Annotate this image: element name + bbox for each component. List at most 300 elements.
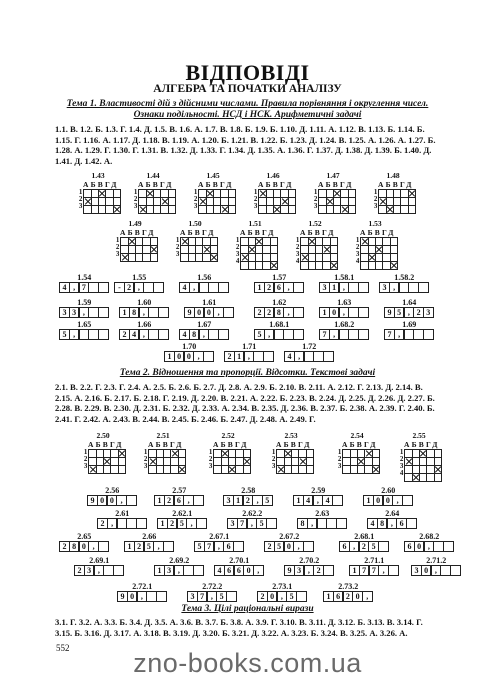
grid-cell bbox=[323, 262, 330, 270]
grid-row-number: 2 bbox=[399, 455, 404, 463]
box-cell: 2 bbox=[359, 541, 370, 552]
grid-row-number: 3 bbox=[193, 202, 198, 210]
box-cell: 3 bbox=[59, 307, 70, 318]
grid-cell-marked bbox=[103, 458, 110, 466]
grid-cell bbox=[291, 458, 298, 466]
box-label: 2.73.1 bbox=[272, 582, 293, 591]
box-cell: 2 bbox=[243, 495, 254, 506]
answer-box bbox=[60, 273, 109, 293]
grid-cell bbox=[106, 190, 113, 198]
box-label: 2.68.1 bbox=[354, 532, 375, 541]
grid-cell bbox=[243, 466, 250, 474]
match-grid bbox=[292, 219, 338, 270]
box-cell: 6 bbox=[396, 518, 407, 529]
grid-header: АБВГД bbox=[148, 440, 184, 449]
grid-header: АБВГД bbox=[198, 180, 234, 189]
box-cell: , bbox=[186, 518, 197, 529]
grid-cell bbox=[98, 206, 105, 214]
box-cell: , bbox=[294, 351, 305, 362]
box-cell: 3 bbox=[294, 565, 305, 576]
grid-label: 1.50 bbox=[188, 219, 202, 228]
box-label: 2.71.1 bbox=[364, 556, 385, 565]
box-label: 1.64 bbox=[402, 298, 417, 307]
box-cell bbox=[156, 591, 167, 602]
box-cell: , bbox=[139, 329, 150, 340]
grid-cell-marked bbox=[386, 206, 393, 214]
grid-cell bbox=[299, 466, 306, 474]
box-cell: 1 bbox=[154, 565, 165, 576]
grid-label: 1.52 bbox=[308, 219, 322, 228]
grid-cell bbox=[270, 246, 277, 254]
box-cell: 0 bbox=[352, 591, 363, 602]
grid-cell bbox=[206, 206, 213, 214]
grid-cell bbox=[84, 206, 91, 214]
grid-row-number: 2 bbox=[295, 243, 300, 251]
grid-cell bbox=[188, 238, 195, 246]
grid-cell bbox=[357, 466, 364, 474]
grid-row-number: 1 bbox=[175, 236, 180, 244]
box-cell bbox=[336, 518, 347, 529]
box-label: 2.61 bbox=[115, 509, 130, 518]
grid-cell bbox=[221, 466, 228, 474]
grid-cell bbox=[343, 450, 350, 458]
box-cell: 3 bbox=[223, 495, 234, 506]
grid-cell bbox=[221, 198, 228, 206]
grid-cell bbox=[343, 458, 350, 466]
box-cell: , bbox=[94, 565, 105, 576]
grid-cell bbox=[203, 238, 210, 246]
grid-cell bbox=[168, 206, 175, 214]
grid-row-number: 2 bbox=[313, 195, 318, 203]
grid-cell bbox=[163, 450, 170, 458]
grid-cell bbox=[143, 254, 150, 262]
grid-row-number: 3 bbox=[271, 462, 276, 470]
box-cell: 9 bbox=[384, 307, 395, 318]
match-grid bbox=[370, 171, 416, 214]
grid-row-number: 3 bbox=[235, 250, 240, 258]
box-cell: 8 bbox=[274, 307, 285, 318]
topic1-heading: Тема 1. Властивості дій з дійсними числами. Правила порівняння і округлення чисел. bbox=[66, 99, 429, 109]
grid-cell-marked bbox=[270, 262, 277, 270]
grid-cell bbox=[350, 466, 357, 474]
grid-cell bbox=[291, 466, 298, 474]
answer-box bbox=[158, 509, 207, 529]
answer-box bbox=[60, 298, 109, 318]
page-title: ВІДПОВІДІ bbox=[185, 60, 310, 85]
answer-box bbox=[165, 342, 214, 362]
grid-cell bbox=[156, 458, 163, 466]
grid-cell bbox=[308, 262, 315, 270]
grid-row-number: 1 bbox=[78, 188, 83, 196]
answer-box bbox=[120, 320, 169, 340]
grid-row-number: 3 bbox=[253, 202, 258, 210]
grid-table bbox=[120, 237, 158, 262]
grid-cell bbox=[434, 450, 441, 458]
answer-box bbox=[228, 509, 277, 529]
grid-cell-marked bbox=[361, 238, 368, 246]
box-cell: , bbox=[283, 307, 294, 318]
answer-box bbox=[255, 320, 304, 340]
grid-cell bbox=[330, 238, 337, 246]
box-cell: 7 bbox=[369, 565, 380, 576]
grid-cell-marked bbox=[379, 198, 386, 206]
grid-row-number: 1 bbox=[373, 188, 378, 196]
grid-cell bbox=[326, 190, 333, 198]
box-cell: 0 bbox=[284, 541, 295, 552]
grid-label: 1.44 bbox=[146, 171, 160, 180]
grid-row-number: 2 bbox=[193, 195, 198, 203]
grid-cell bbox=[393, 206, 400, 214]
box-cell: 0 bbox=[184, 351, 195, 362]
box-cell: 1 bbox=[164, 351, 175, 362]
grid-cell-marked bbox=[405, 458, 412, 466]
grid-cell bbox=[330, 254, 337, 262]
grid-cell bbox=[188, 246, 195, 254]
grid-cell bbox=[383, 254, 390, 262]
box-cell: , bbox=[214, 541, 225, 552]
box-cell: 3 bbox=[423, 307, 434, 318]
grid-cell bbox=[427, 474, 434, 482]
grid-cell bbox=[277, 450, 284, 458]
grid-cell bbox=[221, 190, 228, 198]
answer-box bbox=[412, 556, 461, 576]
grid-cell bbox=[315, 246, 322, 254]
grid-label: 1.47 bbox=[326, 171, 340, 180]
grid-cell bbox=[84, 190, 91, 198]
grid-cell bbox=[171, 466, 178, 474]
match-grid bbox=[112, 219, 158, 262]
grid-cell bbox=[91, 198, 98, 206]
box-cell: 5 bbox=[216, 591, 227, 602]
grid-row-number: 2 bbox=[355, 243, 360, 251]
box-label: 2.57 bbox=[172, 486, 187, 495]
grid-row-number: 1 bbox=[83, 448, 88, 456]
grid-cell-marked bbox=[206, 190, 213, 198]
grid-cell bbox=[150, 254, 157, 262]
grid-cell bbox=[266, 190, 273, 198]
grid-row-number: 1 bbox=[355, 236, 360, 244]
grid-cell bbox=[213, 198, 220, 206]
box-cell: , bbox=[116, 495, 127, 506]
box-label: 2.70.1 bbox=[229, 556, 250, 565]
grid-row-number: 3 bbox=[115, 250, 120, 258]
box-cell bbox=[223, 307, 234, 318]
answer-box bbox=[188, 582, 237, 602]
grid-cell bbox=[306, 466, 313, 474]
grid-row-number: 3 bbox=[337, 462, 342, 470]
grid-cell bbox=[330, 246, 337, 254]
box-cell: 0 bbox=[174, 351, 185, 362]
grid-cell bbox=[357, 450, 364, 458]
grid-cell bbox=[96, 466, 103, 474]
answer-line: 2.15. А. 2.16. Б. 2.17. Б. 2.18. Г. 2.19. Д. 2.20. В. 2.21. А. 2.22. Б. 2.23. В. 2.24. Д. 2.25. Д. 2.26. Д. 2.27. Б. bbox=[55, 392, 435, 403]
grid-header: АБВГД bbox=[360, 228, 396, 237]
box-cell: , bbox=[307, 518, 318, 529]
grid-label: 1.46 bbox=[266, 171, 280, 180]
box-cell: 7 bbox=[197, 591, 208, 602]
grid-cell bbox=[333, 206, 340, 214]
grid-row-number: 3 bbox=[399, 462, 404, 470]
answer-box bbox=[225, 342, 274, 362]
grid-cell-marked bbox=[199, 198, 206, 206]
grid-table bbox=[258, 189, 296, 214]
box-cell: 5 bbox=[256, 518, 267, 529]
grid-cell bbox=[156, 466, 163, 474]
box-cell: 1 bbox=[234, 351, 245, 362]
grid-cell bbox=[118, 466, 125, 474]
grid-cell-marked bbox=[259, 190, 266, 198]
grid-cell bbox=[221, 458, 228, 466]
grid-row-number: 4 bbox=[399, 469, 404, 477]
box-cell: 5 bbox=[394, 307, 405, 318]
box-label: 1.59 bbox=[77, 298, 92, 307]
box-cell bbox=[323, 565, 334, 576]
grid-cell bbox=[241, 262, 248, 270]
grid-cell-marked bbox=[113, 206, 120, 214]
grid-cell bbox=[315, 254, 322, 262]
box-cell: 5 bbox=[59, 329, 70, 340]
box-label: 2.69.2 bbox=[169, 556, 190, 565]
box-cell bbox=[443, 541, 454, 552]
grid-cell bbox=[121, 246, 128, 254]
box-label: 1.63 bbox=[337, 298, 352, 307]
grid-row-number: 1 bbox=[133, 188, 138, 196]
grid-cell bbox=[259, 206, 266, 214]
grid-cell bbox=[241, 238, 248, 246]
box-cell: 2 bbox=[343, 591, 354, 602]
answer-box bbox=[195, 532, 244, 552]
box-cell bbox=[193, 565, 204, 576]
grid-cell bbox=[255, 254, 262, 262]
grid-cell bbox=[210, 238, 217, 246]
grid-cell bbox=[383, 238, 390, 246]
box-cell: , bbox=[424, 541, 435, 552]
grid-cell-marked bbox=[301, 254, 308, 262]
box-cell bbox=[136, 518, 147, 529]
box-cell: 7 bbox=[319, 329, 330, 340]
grid-cell bbox=[405, 466, 412, 474]
box-label: 2.64 bbox=[385, 509, 400, 518]
box-cell: , bbox=[183, 495, 194, 506]
box-cell bbox=[406, 518, 417, 529]
grid-cell bbox=[379, 190, 386, 198]
grid-cell bbox=[113, 198, 120, 206]
answer-box bbox=[285, 342, 334, 362]
grid-row-number: 3 bbox=[133, 202, 138, 210]
box-cell: 3 bbox=[84, 565, 95, 576]
grid-cell bbox=[206, 198, 213, 206]
grid-cell bbox=[319, 206, 326, 214]
box-cell bbox=[126, 495, 137, 506]
grid-table bbox=[148, 449, 186, 474]
grid-cell bbox=[341, 198, 348, 206]
box-cell bbox=[358, 282, 369, 293]
grid-cell-marked bbox=[277, 466, 284, 474]
box-cell: 9 bbox=[117, 591, 128, 602]
grid-header: АБВГД bbox=[88, 440, 124, 449]
answer-box bbox=[320, 298, 369, 318]
grid-cell bbox=[299, 450, 306, 458]
grid-row-number: 2 bbox=[373, 195, 378, 203]
box-label: 1.68.1 bbox=[269, 320, 290, 329]
grid-table bbox=[138, 189, 176, 214]
box-label: 1.60 bbox=[137, 298, 152, 307]
box-cell: 7 bbox=[204, 541, 215, 552]
grid-cell bbox=[195, 254, 202, 262]
box-cell: 0 bbox=[204, 307, 215, 318]
grid-cell bbox=[288, 198, 295, 206]
box-label: 1.66 bbox=[137, 320, 152, 329]
grid-row-number: 4 bbox=[355, 257, 360, 265]
box-cell bbox=[226, 591, 237, 602]
box-cell: , bbox=[193, 351, 204, 362]
grid-cell bbox=[361, 254, 368, 262]
box-cell: 7 bbox=[384, 329, 395, 340]
box-cell: 0 bbox=[414, 541, 425, 552]
grid-label: 2.53 bbox=[284, 431, 298, 440]
box-cell: , bbox=[79, 307, 90, 318]
box-cell: 2 bbox=[254, 307, 265, 318]
answer-line: 3.1. Г. 3.2. А. 3.3. Б. 3.4. Д. 3.5. А. 3.6. В. 3.7. Б. 3.8. А. 3.9. Г. 3.10. В. 3.11. Д. 3.12. Б. 3.13. В. 3.14. Г. bbox=[55, 617, 423, 627]
box-cell: 7 bbox=[359, 565, 370, 576]
grid-row-number: 2 bbox=[78, 195, 83, 203]
grid-cell bbox=[236, 450, 243, 458]
grid-cell bbox=[178, 458, 185, 466]
grid-header: АБВГД bbox=[404, 440, 440, 449]
grid-cell bbox=[103, 466, 110, 474]
grid-header: АБВГД bbox=[342, 440, 378, 449]
grid-cell bbox=[301, 238, 308, 246]
box-cell: 9 bbox=[184, 307, 195, 318]
grid-cell bbox=[401, 190, 408, 198]
answer-box bbox=[155, 486, 204, 506]
grid-cell bbox=[427, 458, 434, 466]
grid-cell bbox=[195, 238, 202, 246]
grid-row-number: 2 bbox=[175, 243, 180, 251]
topic1-heading-2: Ознаки подільності. НСД і НСК. Арифметичні задачі bbox=[133, 110, 362, 120]
box-cell: 5 bbox=[286, 591, 297, 602]
box-cell: 2 bbox=[119, 329, 130, 340]
grid-cell bbox=[96, 450, 103, 458]
box-cell: 1 bbox=[254, 282, 265, 293]
answer-box bbox=[380, 273, 429, 293]
grid-cell bbox=[91, 190, 98, 198]
match-grid bbox=[352, 219, 398, 270]
answer-box bbox=[115, 273, 164, 293]
answer-box bbox=[180, 320, 229, 340]
grid-header: АБВГД bbox=[120, 228, 156, 237]
box-cell: 1 bbox=[293, 495, 304, 506]
grid-cell bbox=[163, 466, 170, 474]
grid-table bbox=[180, 237, 218, 262]
match-grid bbox=[250, 171, 296, 214]
box-cell: , bbox=[339, 282, 350, 293]
box-cell: , bbox=[339, 307, 350, 318]
grid-cell bbox=[419, 458, 426, 466]
box-cell: 9 bbox=[284, 565, 295, 576]
grid-cell bbox=[419, 474, 426, 482]
box-cell bbox=[98, 541, 109, 552]
grid-cell-marked bbox=[341, 206, 348, 214]
box-cell bbox=[163, 541, 174, 552]
box-cell: 8 bbox=[297, 518, 308, 529]
box-cell: 4 bbox=[129, 329, 140, 340]
grid-cell bbox=[368, 262, 375, 270]
grid-cell bbox=[135, 238, 142, 246]
box-cell: 3 bbox=[411, 565, 422, 576]
grid-cell bbox=[281, 206, 288, 214]
box-cell: 0 bbox=[329, 307, 340, 318]
grid-cell-marked bbox=[118, 450, 125, 458]
answer-box bbox=[298, 509, 347, 529]
topic2-heading: Тема 2. Відношення та пропорції. Відсотки. Текстові задачі bbox=[119, 368, 376, 378]
grid-cell bbox=[139, 198, 146, 206]
answer-box bbox=[224, 486, 273, 506]
grid-cell-marked bbox=[243, 458, 250, 466]
grid-cell-marked bbox=[248, 246, 255, 254]
grid-cell bbox=[308, 246, 315, 254]
answer-line: 1.41. Д. 1.42. А. bbox=[55, 155, 113, 166]
box-cell: 8 bbox=[69, 541, 80, 552]
grid-cell bbox=[121, 238, 128, 246]
answer-box bbox=[60, 320, 109, 340]
grid-row-number: 2 bbox=[271, 455, 276, 463]
grid-cell bbox=[383, 246, 390, 254]
grid-table bbox=[378, 189, 416, 214]
grid-cell bbox=[315, 238, 322, 246]
grid-cell bbox=[427, 450, 434, 458]
grid-cell bbox=[163, 458, 170, 466]
grid-label: 1.48 bbox=[386, 171, 400, 180]
grid-cell bbox=[236, 458, 243, 466]
grid-cell-marked bbox=[84, 198, 91, 206]
answer-box bbox=[185, 298, 234, 318]
grid-cell bbox=[214, 466, 221, 474]
box-cell bbox=[450, 565, 461, 576]
answer-box bbox=[120, 298, 169, 318]
box-cell: , bbox=[207, 591, 218, 602]
grid-row-number: 1 bbox=[115, 236, 120, 244]
box-cell: 0 bbox=[243, 565, 254, 576]
answer-box bbox=[75, 556, 124, 576]
grid-cell bbox=[135, 254, 142, 262]
box-cell: 3 bbox=[164, 565, 175, 576]
answer-box bbox=[405, 532, 454, 552]
box-label: 1.58.2 bbox=[394, 273, 415, 282]
grid-row-number: 2 bbox=[83, 455, 88, 463]
grid-cell-marked bbox=[281, 198, 288, 206]
grid-row-number: 3 bbox=[83, 462, 88, 470]
box-cell: 6 bbox=[224, 565, 235, 576]
grid-cell bbox=[263, 262, 270, 270]
box-cell: 5 bbox=[262, 495, 273, 506]
grid-cell bbox=[412, 458, 419, 466]
box-cell: , bbox=[137, 591, 148, 602]
box-cell: 5 bbox=[194, 541, 205, 552]
box-cell: , bbox=[349, 541, 360, 552]
box-cell: 6 bbox=[274, 282, 285, 293]
box-cell: , bbox=[387, 518, 398, 529]
grid-cell-marked bbox=[368, 254, 375, 262]
grid-cell bbox=[181, 246, 188, 254]
box-cell: , bbox=[247, 518, 258, 529]
match-grid bbox=[172, 219, 218, 262]
grid-row-number: 4 bbox=[235, 257, 240, 265]
grid-cell-marked bbox=[299, 458, 306, 466]
box-cell: 0 bbox=[373, 495, 384, 506]
box-cell: 0 bbox=[194, 307, 205, 318]
grid-cell-marked bbox=[171, 450, 178, 458]
